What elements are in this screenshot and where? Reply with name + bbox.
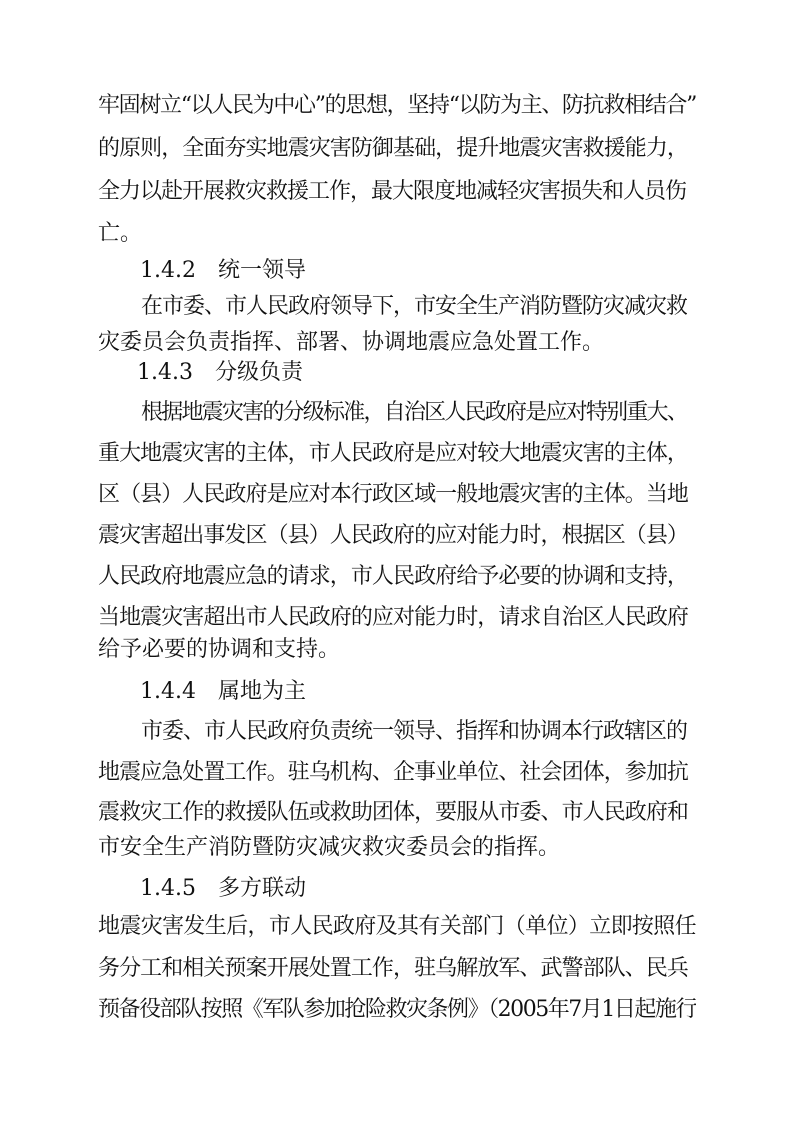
paragraph-line: 灾委员会负责指挥、部署、协调地震应急处置工作。: [98, 330, 605, 355]
paragraph-line: 市委、市人民政府负责统一领导、指挥和协调本行政辖区的: [141, 719, 687, 744]
paragraph-line: 务分工和相关预案开展处置工作，驻乌解放军、武警部队、民兵: [98, 956, 688, 981]
section-heading: 1.4.5 多方联动: [140, 876, 306, 901]
paragraph-line: 重大地震灾害的主体，市人民政府是应对较大地震灾害的主体，: [98, 441, 688, 466]
paragraph-line: 全力以赴开展救灾救援工作，最大限度地减轻灾害损失和人员伤: [98, 179, 686, 204]
paragraph-line: 市安全生产消防暨防灾减灾救灾委员会的指挥。: [98, 835, 561, 860]
paragraph-line: 区（县）人民政府是应对本行政区域一般地震灾害的主体。当地: [98, 482, 688, 507]
paragraph-line: 在市委、市人民政府领导下，市安全生产消防暨防灾减灾救: [141, 294, 687, 319]
paragraph-line: 地震应急处置工作。驻乌机构、企事业单位、社会团体，参加抗: [98, 760, 688, 785]
section-heading: 1.4.2 统一领导: [140, 258, 306, 283]
paragraph-line: 人民政府地震应急的请求，市人民政府给予必要的协调和支持，: [98, 564, 688, 589]
paragraph-line: 给予必要的协调和支持。: [98, 637, 341, 662]
paragraph-line: 震灾害超出事发区（县）人民政府的应对能力时，根据区（县）: [98, 523, 688, 548]
paragraph-line: 牢固树立“以人民为中心”的思想，坚持“以防为主、防抗救相结合”: [98, 93, 696, 118]
paragraph-line: 的原则，全面夯实地震灾害防御基础，提升地震灾害救援能力，: [98, 136, 688, 161]
paragraph-line: 根据地震灾害的分级标准，自治区人民政府是应对特别重大、: [141, 400, 687, 425]
section-heading: 1.4.3 分级负责: [137, 360, 303, 385]
section-heading: 1.4.4 属地为主: [140, 679, 306, 704]
paragraph-line: 当地震灾害超出市人民政府的应对能力时，请求自治区人民政府: [98, 605, 688, 630]
paragraph-line: 地震灾害发生后，市人民政府及其有关部门（单位）立即按照任: [98, 914, 696, 939]
paragraph-line: 预备役部队按照《军队参加抢险救灾条例》（2005年7月1日起施行: [98, 997, 696, 1022]
paragraph-line: 震救灾工作的救援队伍或救助团体，要服从市委、市人民政府和: [98, 800, 688, 825]
paragraph-line: 亡。: [98, 221, 143, 246]
